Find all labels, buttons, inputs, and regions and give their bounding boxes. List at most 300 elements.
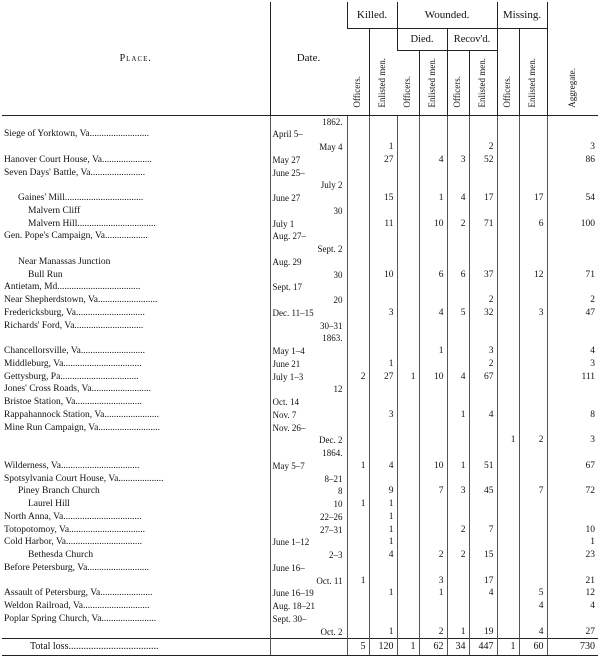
value-cell-mo (497, 205, 519, 218)
value-cell-wdo (397, 447, 419, 460)
value-cell-wre (469, 128, 497, 141)
value-cell-agg: 111 (547, 371, 598, 384)
value-cell-ko (347, 115, 369, 128)
value-cell-wde (419, 434, 447, 447)
value-cell-wde: 1 (419, 345, 447, 358)
table-row (2, 511, 598, 524)
value-cell-wde: 4 (419, 154, 447, 167)
date-cell: June 16–19 (270, 587, 347, 600)
value-cell-me (519, 536, 547, 549)
value-cell-wre (469, 613, 497, 626)
value-cell-wre: 37 (469, 269, 497, 282)
table-row (2, 141, 598, 154)
table-row (2, 422, 598, 435)
value-cell-ko (347, 524, 369, 537)
value-cell-agg: 21 (547, 575, 598, 588)
place-cell: Jones' Cross Roads, Va......................... (4, 384, 151, 395)
table-row (2, 307, 598, 320)
value-cell-wro (447, 179, 469, 192)
value-cell-wro: 1 (447, 626, 469, 639)
value-cell-me (519, 230, 547, 243)
value-cell-ko (347, 307, 369, 320)
value-cell-wde: 10 (419, 371, 447, 384)
value-cell-ke (369, 332, 397, 345)
place-cell: Cold Harbor, Va................................ (4, 537, 142, 548)
value-cell-wde (419, 422, 447, 435)
value-cell-mo (497, 524, 519, 537)
value-cell-wre (469, 256, 497, 269)
total-cell-me: 60 (519, 639, 547, 656)
value-cell-wdo (397, 626, 419, 639)
table-row (2, 154, 598, 167)
value-cell-ko (347, 447, 369, 460)
table-row (2, 128, 598, 141)
value-cell-wre: 2 (469, 141, 497, 154)
value-cell-wro (447, 600, 469, 613)
value-cell-wde (419, 383, 447, 396)
value-cell-ke: 1 (369, 358, 397, 371)
value-cell-me (519, 511, 547, 524)
value-cell-wre (469, 473, 497, 486)
value-cell-wre (469, 205, 497, 218)
value-cell-wdo (397, 320, 419, 333)
value-cell-ko (347, 243, 369, 256)
date-cell: Sept. 2 (270, 243, 347, 256)
value-cell-wro (447, 613, 469, 626)
date-cell: 27–31 (270, 524, 347, 537)
date-cell: May 5–7 (270, 460, 347, 473)
date-cell: Aug. 27– (270, 230, 347, 243)
date-cell: May 27 (270, 154, 347, 167)
value-cell-wro (447, 498, 469, 511)
value-cell-me (519, 256, 547, 269)
value-cell-me: 7 (519, 485, 547, 498)
date-cell: 10 (270, 498, 347, 511)
value-cell-me: 2 (519, 434, 547, 447)
value-cell-ko (347, 192, 369, 205)
value-cell-ko (347, 179, 369, 192)
value-cell-me (519, 498, 547, 511)
value-cell-mo (497, 498, 519, 511)
date-cell: Aug. 29 (270, 256, 347, 269)
value-cell-me (519, 383, 547, 396)
value-cell-mo (497, 383, 519, 396)
value-cell-wdo (397, 243, 419, 256)
place-cell: Wilderness, Va................................. (4, 460, 140, 471)
value-cell-wdo (397, 205, 419, 218)
value-cell-wro (447, 536, 469, 549)
date-cell: June 16– (270, 562, 347, 575)
value-cell-wro: 1 (447, 460, 469, 473)
value-cell-agg: 10 (547, 524, 598, 537)
place-cell: Richards' Ford, Va............................. (4, 320, 144, 331)
value-cell-agg: 3 (547, 434, 598, 447)
value-cell-wde (419, 256, 447, 269)
place-cell: Mine Run Campaign, Va.......................... (4, 422, 161, 433)
missing-officers-header: Officers. (497, 28, 519, 115)
date-cell: June 25– (270, 167, 347, 180)
place-cell: Rappahannock Station, Va....................... (4, 409, 159, 420)
value-cell-ko (347, 600, 369, 613)
value-cell-ko: 1 (347, 460, 369, 473)
date-cell: Oct. 2 (270, 626, 347, 639)
value-cell-wre (469, 498, 497, 511)
table-row (2, 358, 598, 371)
date-cell: Aug. 18–21 (270, 600, 347, 613)
value-cell-agg: 54 (547, 192, 598, 205)
place-cell (2, 332, 270, 345)
value-cell-ko (347, 269, 369, 282)
place-cell: Chancellorsville, Va........................... (4, 346, 145, 356)
table-row (2, 115, 598, 128)
value-cell-mo (497, 396, 519, 409)
value-cell-ke (369, 243, 397, 256)
date-cell: June 27 (270, 192, 347, 205)
value-cell-ko (347, 128, 369, 141)
value-cell-wre (469, 332, 497, 345)
value-cell-ke (369, 447, 397, 460)
place-cell: Near Manassas Junction (18, 256, 111, 267)
total-cell-wdo: 1 (397, 639, 419, 656)
table-row (2, 409, 598, 422)
value-cell-ko (347, 422, 369, 435)
place-cell: Spotsylvania Court House, Va................... (4, 473, 164, 484)
value-cell-mo (497, 345, 519, 358)
value-cell-ke: 1 (369, 536, 397, 549)
value-cell-wro (447, 473, 469, 486)
value-cell-agg: 67 (547, 460, 598, 473)
value-cell-wde: 2 (419, 626, 447, 639)
value-cell-mo (497, 230, 519, 243)
value-cell-ke (369, 179, 397, 192)
value-cell-wde (419, 230, 447, 243)
value-cell-ke (369, 256, 397, 269)
value-cell-agg: 4 (547, 600, 598, 613)
value-cell-wro: 2 (447, 524, 469, 537)
value-cell-ke (369, 115, 397, 128)
total-cell-wde: 62 (419, 639, 447, 656)
value-cell-ko (347, 587, 369, 600)
value-cell-wre (469, 562, 497, 575)
value-cell-wre (469, 396, 497, 409)
value-cell-ko (347, 154, 369, 167)
place-cell: Fredericksburg, Va............................. (4, 307, 145, 318)
value-cell-mo (497, 307, 519, 320)
value-cell-wre: 19 (469, 626, 497, 639)
aggregate-header: Aggregate. (547, 2, 598, 115)
value-cell-me (519, 460, 547, 473)
died-header: Died. (397, 28, 447, 50)
value-cell-ko (347, 218, 369, 231)
value-cell-wde: 3 (419, 575, 447, 588)
value-cell-ke: 11 (369, 218, 397, 231)
value-cell-mo (497, 141, 519, 154)
place-cell: Near Shepherdstown, Va......................... (4, 295, 158, 305)
value-cell-wde (419, 409, 447, 422)
value-cell-ko (347, 345, 369, 358)
place-cell (2, 141, 270, 154)
value-cell-wde (419, 141, 447, 154)
place-cell: Piney Branch Church (18, 486, 100, 497)
value-cell-agg (547, 422, 598, 435)
value-cell-wro (447, 434, 469, 447)
value-cell-wdo (397, 256, 419, 269)
value-cell-ke (369, 128, 397, 141)
value-cell-wre: 3 (469, 345, 497, 358)
value-cell-wdo (397, 332, 419, 345)
value-cell-mo (497, 179, 519, 192)
value-cell-mo (497, 409, 519, 422)
value-cell-agg (547, 511, 598, 524)
casualty-table (2, 2, 598, 656)
date-cell: June 1–12 (270, 536, 347, 549)
value-cell-ke (369, 422, 397, 435)
value-cell-ko (347, 549, 369, 562)
table-row (2, 536, 598, 549)
total-cell-ko: 5 (347, 639, 369, 656)
value-cell-wdo (397, 613, 419, 626)
value-cell-agg (547, 396, 598, 409)
value-cell-wre (469, 243, 497, 256)
value-cell-wro (447, 256, 469, 269)
value-cell-ke (369, 345, 397, 358)
value-cell-agg (547, 243, 598, 256)
value-cell-mo (497, 549, 519, 562)
value-cell-ko (347, 383, 369, 396)
value-cell-agg (547, 256, 598, 269)
value-cell-agg (547, 332, 598, 345)
total-cell-mo: 1 (497, 639, 519, 656)
total-row (2, 639, 598, 656)
value-cell-wro: 3 (447, 485, 469, 498)
value-cell-wdo (397, 511, 419, 524)
date-cell: 1862. (270, 115, 347, 128)
value-cell-ke (369, 600, 397, 613)
place-cell: Totopotomoy, Va................................ (4, 524, 146, 535)
value-cell-wro: 2 (447, 549, 469, 562)
value-cell-ke: 4 (369, 549, 397, 562)
value-cell-wde (419, 358, 447, 371)
place-cell: Before Petersburg, Va.......................... (4, 562, 150, 573)
value-cell-ke: 9 (369, 485, 397, 498)
value-cell-ke (369, 230, 397, 243)
value-cell-wde (419, 320, 447, 333)
date-cell: Dec. 2 (270, 434, 347, 447)
table-row (2, 205, 598, 218)
killed-header: Killed. (347, 2, 397, 28)
value-cell-mo (497, 536, 519, 549)
missing-header: Missing. (497, 2, 547, 28)
date-cell: 22–26 (270, 511, 347, 524)
value-cell-agg: 47 (547, 307, 598, 320)
value-cell-ko (347, 409, 369, 422)
value-cell-ke (369, 575, 397, 588)
table-row (2, 396, 598, 409)
value-cell-me (519, 396, 547, 409)
place-cell: Bull Run (28, 269, 63, 280)
value-cell-agg: 3 (547, 141, 598, 154)
value-cell-me (519, 332, 547, 345)
value-cell-ko: 1 (347, 498, 369, 511)
table-row (2, 371, 598, 384)
value-cell-ke (369, 167, 397, 180)
value-cell-ke: 1 (369, 498, 397, 511)
date-cell: 20 (270, 294, 347, 307)
value-cell-wre: 7 (469, 524, 497, 537)
place-cell: Weldon Railroad, Va............................ (4, 601, 150, 611)
value-cell-wro: 6 (447, 269, 469, 282)
table-row (2, 485, 598, 498)
recovered-header: Recov'd. (447, 28, 497, 50)
value-cell-ko (347, 434, 369, 447)
value-cell-agg: 2 (547, 294, 598, 307)
value-cell-wde: 10 (419, 460, 447, 473)
value-cell-me (519, 549, 547, 562)
table-row (2, 587, 598, 600)
value-cell-wde (419, 562, 447, 575)
value-cell-wdo (397, 600, 419, 613)
place-cell: Antietam, Md................................... (4, 282, 141, 293)
value-cell-agg (547, 498, 598, 511)
value-cell-agg: 23 (547, 549, 598, 562)
value-cell-wre: 15 (469, 549, 497, 562)
value-cell-wro (447, 243, 469, 256)
date-cell: Nov. 7 (270, 409, 347, 422)
value-cell-wde (419, 600, 447, 613)
total-cell-agg: 730 (547, 639, 598, 656)
date-cell: 1864. (270, 447, 347, 460)
value-cell-mo (497, 626, 519, 639)
place-cell: Middleburg, Va................................. (4, 358, 142, 369)
value-cell-me: 4 (519, 626, 547, 639)
value-cell-wro (447, 332, 469, 345)
value-cell-me (519, 320, 547, 333)
value-cell-wre (469, 434, 497, 447)
value-cell-wdo (397, 549, 419, 562)
value-cell-wdo (397, 562, 419, 575)
value-cell-agg (547, 230, 598, 243)
value-cell-wdo (397, 498, 419, 511)
value-cell-wre: 17 (469, 192, 497, 205)
date-cell: July 2 (270, 179, 347, 192)
value-cell-wdo (397, 218, 419, 231)
died-officers-header: Officers. (397, 50, 419, 115)
value-cell-agg (547, 613, 598, 626)
table-row (2, 600, 598, 613)
value-cell-agg (547, 205, 598, 218)
value-cell-me (519, 562, 547, 575)
place-cell: Seven Days' Battle, Va....................... (4, 167, 146, 178)
value-cell-wro (447, 230, 469, 243)
missing-enlisted-header: Enlisted men. (519, 28, 547, 115)
value-cell-wro (447, 167, 469, 180)
value-cell-mo (497, 587, 519, 600)
place-cell (2, 575, 270, 588)
date-cell: 12 (270, 383, 347, 396)
value-cell-me (519, 115, 547, 128)
value-cell-wre (469, 536, 497, 549)
place-column-header: Place. (2, 2, 270, 115)
value-cell-me (519, 167, 547, 180)
table-row (2, 320, 598, 333)
value-cell-me (519, 575, 547, 588)
value-cell-wre: 32 (469, 307, 497, 320)
value-cell-mo (497, 128, 519, 141)
value-cell-mo (497, 358, 519, 371)
value-cell-wdo (397, 575, 419, 588)
value-cell-mo (497, 460, 519, 473)
value-cell-wdo (397, 230, 419, 243)
value-cell-wro: 4 (447, 371, 469, 384)
table-row (2, 243, 598, 256)
value-cell-me (519, 141, 547, 154)
total-cell-wro: 34 (447, 639, 469, 656)
value-cell-ke: 3 (369, 307, 397, 320)
value-cell-ke: 1 (369, 511, 397, 524)
value-cell-ke: 1 (369, 587, 397, 600)
value-cell-ko (347, 256, 369, 269)
value-cell-mo (497, 218, 519, 231)
value-cell-mo (497, 243, 519, 256)
value-cell-mo (497, 320, 519, 333)
value-cell-ko (347, 511, 369, 524)
value-cell-wde: 4 (419, 307, 447, 320)
value-cell-wde: 10 (419, 218, 447, 231)
table-body (2, 115, 598, 656)
date-cell: Dec. 11–15 (270, 307, 347, 320)
value-cell-ke: 15 (369, 192, 397, 205)
table-row (2, 167, 598, 180)
value-cell-ke (369, 562, 397, 575)
value-cell-agg: 27 (547, 626, 598, 639)
value-cell-wre: 67 (469, 371, 497, 384)
value-cell-mo (497, 511, 519, 524)
value-cell-ko (347, 205, 369, 218)
value-cell-wde: 7 (419, 485, 447, 498)
value-cell-wro (447, 358, 469, 371)
value-cell-ko (347, 294, 369, 307)
value-cell-wro (447, 422, 469, 435)
table-row (2, 218, 598, 231)
date-cell: Oct. 11 (270, 575, 347, 588)
value-cell-wro: 4 (447, 192, 469, 205)
table-row (2, 626, 598, 639)
value-cell-wde (419, 281, 447, 294)
value-cell-wro (447, 511, 469, 524)
value-cell-wro (447, 587, 469, 600)
value-cell-ke (369, 205, 397, 218)
value-cell-wro (447, 281, 469, 294)
value-cell-wdo (397, 460, 419, 473)
value-cell-mo (497, 447, 519, 460)
value-cell-mo (497, 332, 519, 345)
value-cell-me: 17 (519, 192, 547, 205)
value-cell-wro (447, 575, 469, 588)
value-cell-wdo (397, 192, 419, 205)
place-cell (2, 626, 270, 639)
date-cell: 8–21 (270, 473, 347, 486)
value-cell-me (519, 154, 547, 167)
value-cell-me (519, 447, 547, 460)
value-cell-agg: 71 (547, 269, 598, 282)
value-cell-me (519, 422, 547, 435)
place-cell: Bethesda Church (28, 550, 94, 560)
value-cell-ke: 10 (369, 269, 397, 282)
value-cell-agg (547, 473, 598, 486)
value-cell-ke: 27 (369, 371, 397, 384)
value-cell-agg (547, 562, 598, 575)
value-cell-agg (547, 179, 598, 192)
